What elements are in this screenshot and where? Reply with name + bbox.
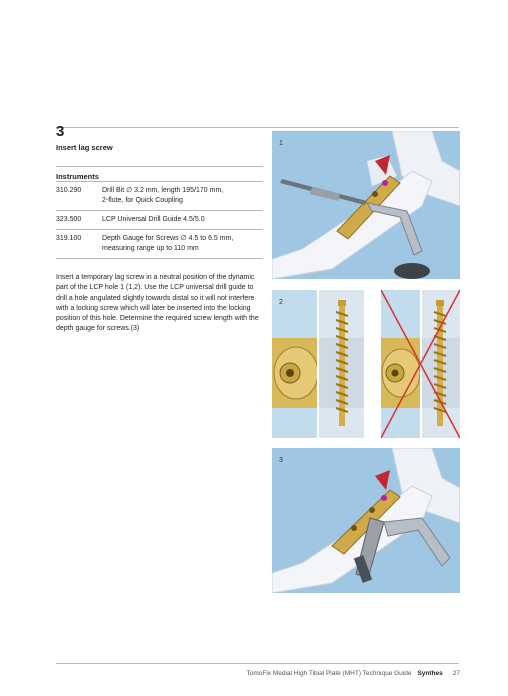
header-rule xyxy=(56,127,459,128)
figure-2-left xyxy=(272,290,364,438)
instruments-rule xyxy=(56,166,263,167)
instrument-desc-line: measuring range up to 110 mm xyxy=(102,245,199,252)
body-text: Insert a temporary lag screw in a neutral position of the dynamic part of the LCP hole 1 (1,2). Use the LCP universal drill guide to drill a hole angulated slightly towards distal so it will not interfere with a locking screw which will later be inserted into the locking position of this hole. Determine the required screw length with the depth gauge for screws.(3) xyxy=(56,274,259,333)
instruments-heading: Instruments xyxy=(56,172,99,181)
instrument-row xyxy=(56,182,263,211)
figure-1-label: 1 xyxy=(279,140,283,147)
footer-brand: Synthes xyxy=(417,670,443,677)
step-number: 3 xyxy=(56,123,65,140)
footer-guide-title: TomoFix Medial High Tibial Plate (MHT) Technique Guide xyxy=(246,670,412,677)
figure-2-right xyxy=(381,290,460,438)
instrument-desc-line: Drill Bit ∅ 3.2 mm, length 195/170 mm, xyxy=(102,187,224,194)
figure-1-illustration xyxy=(272,131,460,279)
instrument-number: 323.500 xyxy=(56,211,88,230)
figure-3-illustration xyxy=(272,448,460,593)
page-number: 27 xyxy=(452,670,460,677)
instrument-desc-line: Depth Gauge for Screws ∅ 4.5 to 6.5 mm, xyxy=(102,235,234,242)
instrument-desc-line: LCP Universal Drill Guide 4.5/5.0 xyxy=(102,216,205,223)
footer-rule xyxy=(56,663,459,664)
instrument-description xyxy=(88,230,263,259)
instruments-table xyxy=(56,181,263,259)
figure-1 xyxy=(272,131,460,279)
instrument-description xyxy=(88,182,263,211)
footer xyxy=(246,670,460,677)
instrument-description xyxy=(88,211,263,230)
instrument-row xyxy=(56,230,263,259)
figure-2-left-illustration xyxy=(272,290,364,438)
instrument-number: 319.100 xyxy=(56,230,88,259)
figure-2-right-illustration xyxy=(381,290,460,438)
step-title: Insert lag screw xyxy=(56,143,113,152)
instrument-number: 310.290 xyxy=(56,182,88,211)
figure-2-label: 2 xyxy=(279,299,283,306)
figure-3 xyxy=(272,448,460,593)
figure-3-label: 3 xyxy=(279,457,283,464)
instrument-row xyxy=(56,211,263,230)
instrument-desc-line: 2-flute, for Quick Coupling xyxy=(102,197,183,204)
